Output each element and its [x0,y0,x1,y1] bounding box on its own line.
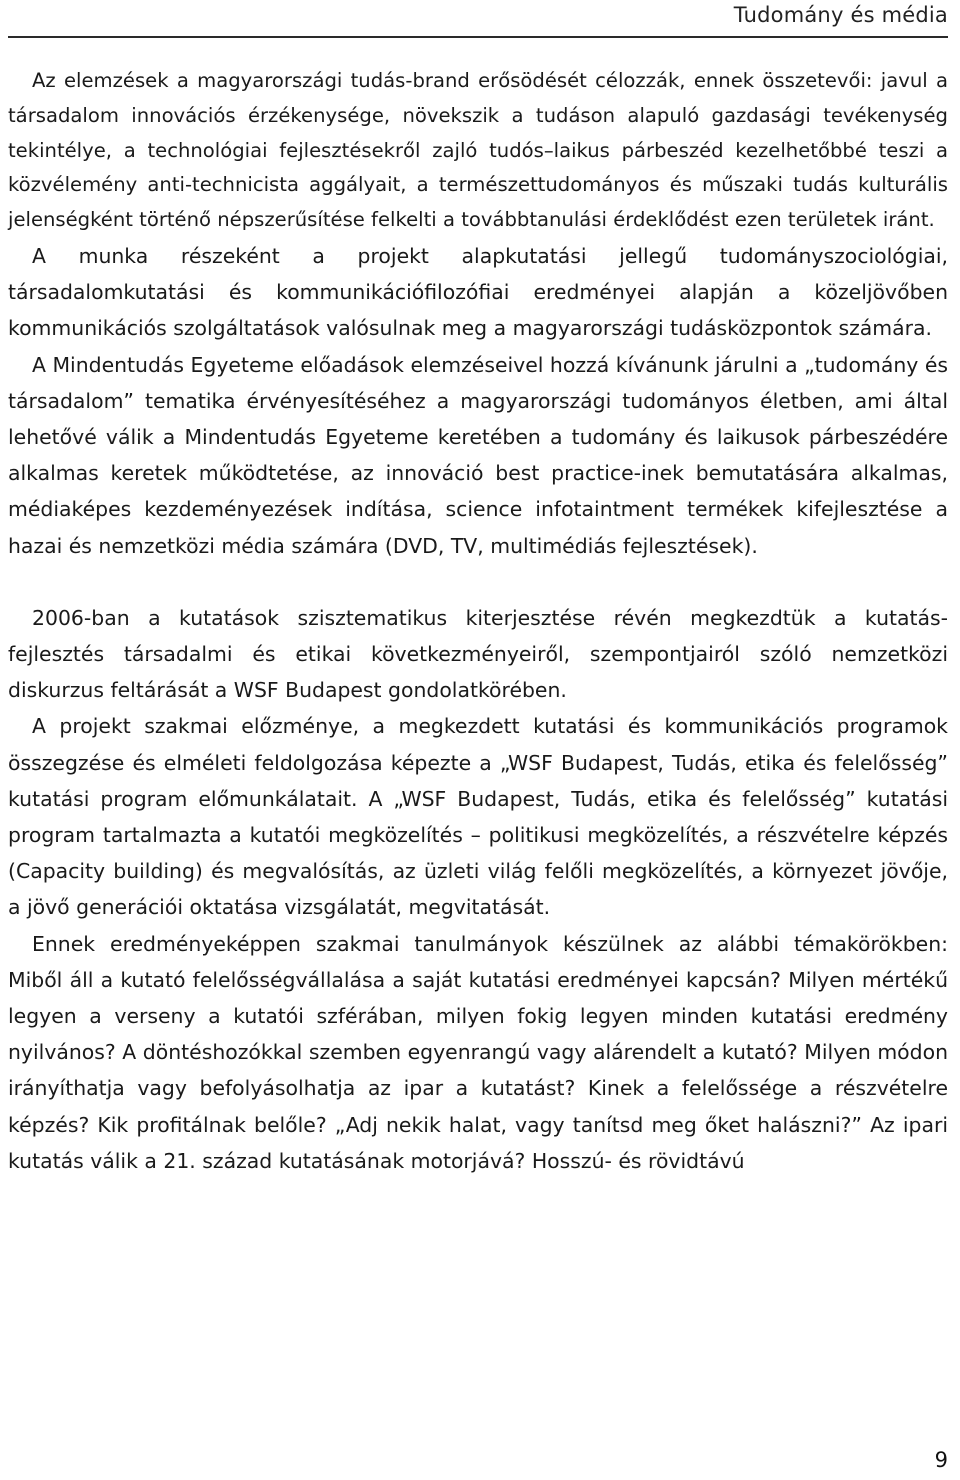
paragraph-2006-research: 2006-ban a kutatások szisztematikus kiterjesztése révén megkezdtük a kutatás-fejlesztés társadalmi és etikai következményeiről, szempontjairól szóló nemzetközi diskurzus feltárását a WSF Budapest gondolatkörében. [8,605,948,703]
body-text [8,64,948,1179]
paragraph-communication-services: A munka részeként a projekt alapkutatási jellegű tudományszociológiai, társadalomkutatási és kommunikációfilozófiai eredményei alapján a közeljövőben kommunikációs szolgáltatások valósulnak meg a magyarországi tudásközpontok számára. [8,243,948,341]
running-header: Tudomány és média [733,3,948,27]
header-rule [8,36,948,38]
paragraph-study-topics: Ennek eredményeképpen szakmai tanulmányok készülnek az alábbi témakörökben: Miből áll a kutató felelősségvállalása a saját kutatási eredményei kapcsán? Milyen mértékű legyen a verseny a kutatói szférában, milyen fokig legyen minden kutatási eredmény nyilvános? A döntéshozókkal szemben egyenrangú vagy alárendelt a kutató? Milyen módon irányíthatja vagy befolyásolhatja az ipar a kutatást? Kinek a felelőssége a részvételre képzés? Kik profitálnak belőle? „Adj nekik halat, vagy tanítsd meg őket halászni?” Az ipari kutatás válik a 21. század kutatásának motorjává? Hosszú- és rövidtávú [8,931,948,1173]
paragraph-mindentudas-egyeteme: A Mindentudás Egyeteme előadások elemzéseivel hozzá kívánunk járulni a „tudomány és társadalom” tematika érvényesítéséhez a magyarországi tudományos életben, ami által lehetővé válik a Mindentudás Egyeteme keretében a tudomány és laikusok párbeszédére alkalmas keretek működtetése, az innováció best practice-inek bemutatására alkalmas, médiaképes kezdeményezések indítása, science infotaintment termékek kifejlesztése a hazai és nemzetközi média számára (DVD, TV, multimédiás fejlesztések). [8,352,948,558]
paragraph-gap [8,564,948,600]
paragraph-wsf-budapest: A projekt szakmai előzménye, a megkezdett kutatási és kommunikációs programok összegzése és elméleti feldolgozása képezte a „WSF Budapest, Tudás, etika és felelősség” kutatási program előmunkálatait. A „WSF Budapest, Tudás, etika és felelősség” kutatási program tartalmazta a kutatói megközelítés – politikusi megközelítés, a részvételre képzés (Capacity building) és megvalósítás, az üzleti világ felőli megközelítés, a környezet jövője, a jövő generációi oktatása vizsgálatát, megvitatását. [8,714,948,920]
page-number: 9 [934,1448,948,1472]
paragraph-brand-analysis: Az elemzések a magyarországi tudás-brand erősödését célozzák, ennek összetevői: javul a társadalom innovációs érzékenysége, növekszik a tudáson alapuló gazdasági tevékenység tekintélye, a technológiai fejlesztésekről zajló tudós–laikus párbeszéd kezelhetőbbé teszi a közvélemény anti-technicista aggályait, a természettudományos és műszaki tudás kulturális jelenségként történő népszerűsítése felkelti a továbbtanulási érdeklődést ezen területek iránt. [8,69,948,232]
